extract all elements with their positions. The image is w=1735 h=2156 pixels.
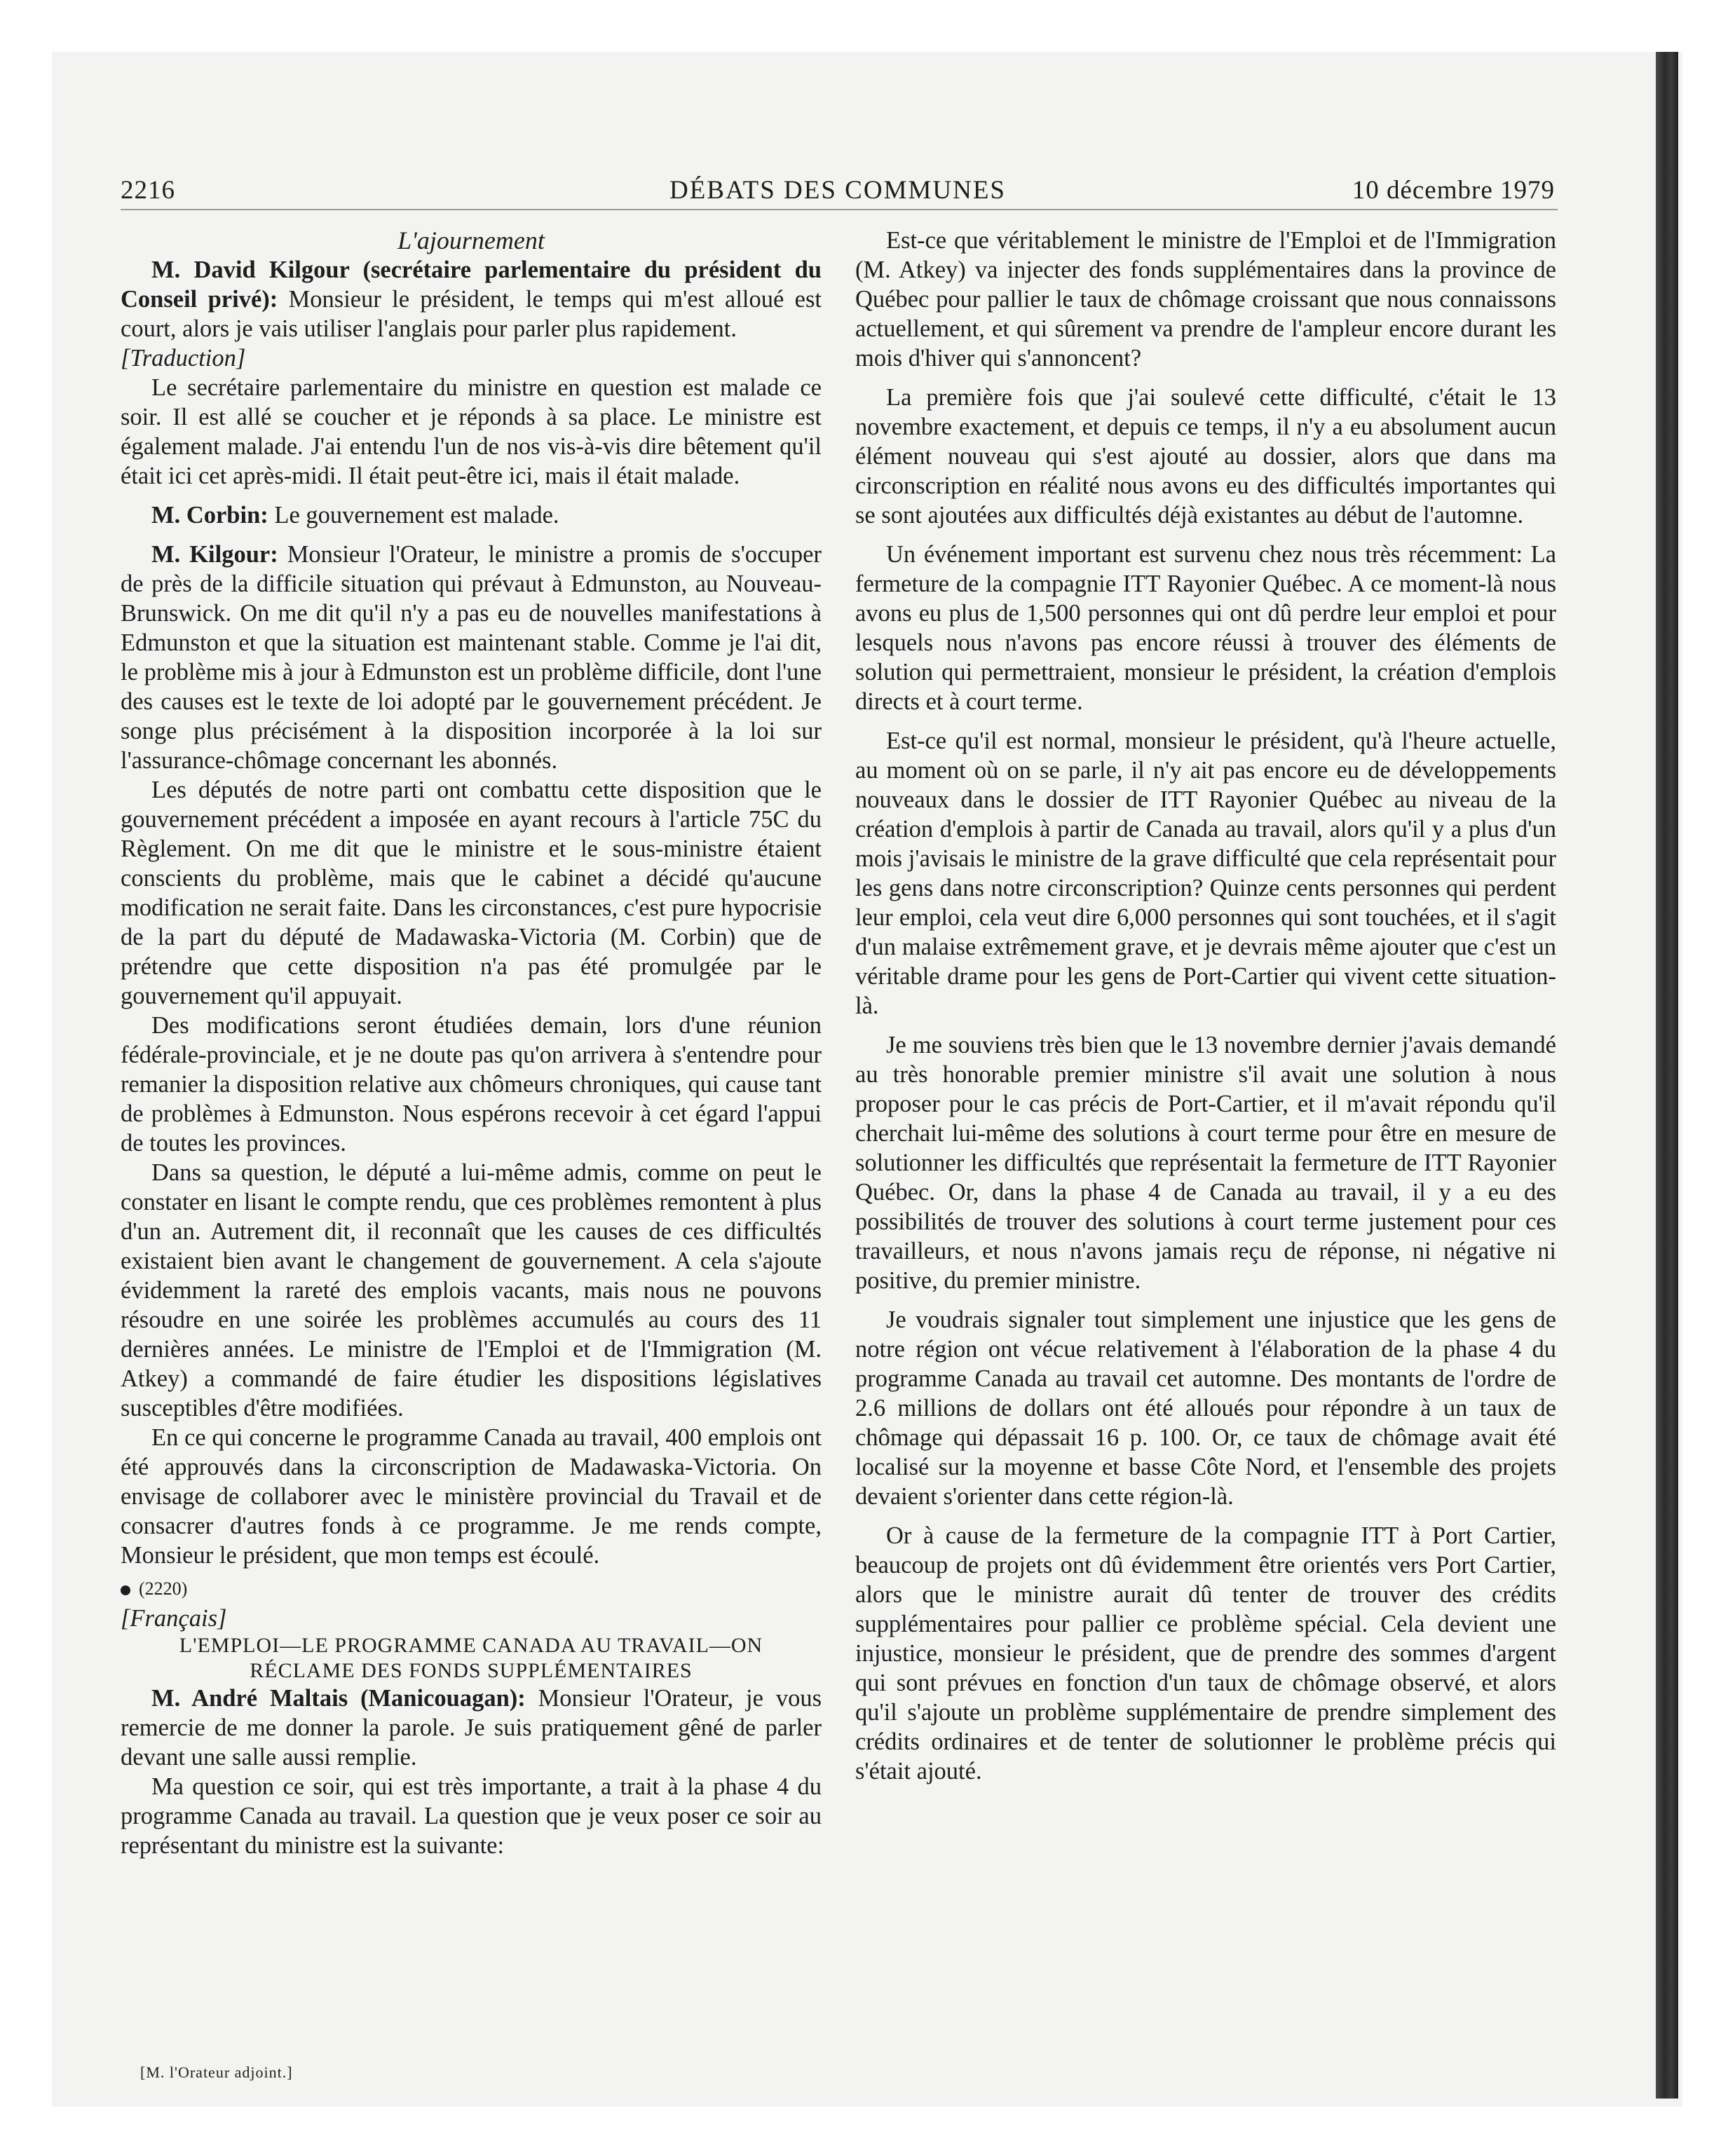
publication-title: DÉBATS DES COMMUNES xyxy=(669,176,1006,205)
speech-text: Le gouvernement est malade. xyxy=(268,502,559,528)
header-date: 10 décembre 1979 xyxy=(1352,176,1555,205)
left-column xyxy=(121,226,822,1860)
paragraph: Je voudrais signaler tout simplement une injustice que les gens de notre région ont vécue relativement à l'élaboration de la phase 4 du programme Canada au travail cet automne. Des montants de l'ordre de 2.6 millions de dollars ont été alloués pour répondre à un taux de chômage qui dépassait 16 p. 100. Or, ce taux de chômage avait été localisé sur la moyenne et basse Côte Nord, et l'ensemble des projets devaient s'orienter dans cette région-là. xyxy=(855,1306,1556,1510)
footnote: [M. l'Orateur adjoint.] xyxy=(140,2063,293,2081)
paragraph: Dans sa question, le député a lui-même admis, comme on peut le constater en lisant le compte rendu, que ces problèmes remontent à plus d'un an. Autrement dit, il reconnaît que les causes de ces difficultés existaient bien avant le changement de gouvernement. A cela s'ajoute évidemment la rareté des emplois vacants, mais nous ne pouvons résoudre en une soirée les problèmes accumulés au cours des 11 dernières années. Le ministre de l'Emploi et de l'Immigration (M. Atkey) a commandé de faire étudier les dispositions législatives susceptibles d'être modifiées. xyxy=(121,1159,822,1421)
debate-heading-line-1: L'EMPLOI—LE PROGRAMME CANADA AU TRAVAIL—ON xyxy=(179,1634,763,1657)
speaker-name: M. André Maltais (Manicouagan): xyxy=(151,1685,526,1712)
paragraph: Ma question ce soir, qui est très importante, a trait à la phase 4 du programme Canada au travail. La question que je veux poser ce soir au représentant du ministre est la suivante: xyxy=(121,1773,822,1859)
paragraph: En ce qui concerne le programme Canada au travail, 400 emplois ont été approuvés dans la circonscription de Madawaska-Victoria. On envisage de collaborer avec le ministère provincial du Travail et de consacrer d'autres fonds à ce programme. Je me rends compte, Monsieur le président, que mon temps est écoulé. xyxy=(121,1424,822,1569)
paragraph xyxy=(121,540,822,775)
running-header xyxy=(121,175,1555,210)
paragraph: Un événement important est survenu chez nous très récemment: La fermeture de la compagnie ITT Rayonier Québec. A ce moment-là nous avons eu plus de 1,500 personnes qui ont dû perdre leur emploi et pour lesquels nous n'avons pas encore réussi à trouver des éléments de solution qui permettraient, monsieur le président, la création d'emplois directs et à court terme. xyxy=(855,541,1556,715)
speaker-name: M. David Kilgour (secrétaire parlementaire du président du Conseil privé): xyxy=(121,257,822,313)
language-marker: [Traduction] xyxy=(121,345,246,371)
timestamp-text: (2220) xyxy=(139,1578,188,1599)
page-number: 2216 xyxy=(121,176,175,205)
speaker-name: M. Kilgour: xyxy=(151,541,278,568)
timestamp xyxy=(121,1574,822,1604)
paragraph xyxy=(121,500,822,530)
speech-text: Monsieur l'Orateur, je vous remercie de me donner la parole. Je suis pratiquement gêné de parler devant une salle aussi remplie. xyxy=(121,1685,822,1770)
speaker-name: M. Corbin: xyxy=(151,502,268,528)
paragraph: Est-ce qu'il est normal, monsieur le président, qu'à l'heure actuelle, au moment où on se parle, il n'y ait pas encore eu de développements nouveaux dans le dossier de ITT Rayonier Québec au niveau de la création d'emplois à partir de Canada au travail, alors qu'il y a plus d'un mois j'avisais le ministre de la grave difficulté que cela représentait pour les gens dans notre circonscription? Quinze cents personnes qui perdent leur emploi, cela veut dire 6,000 personnes qui sont touchées, et il s'agit d'un malaise extrêmement grave, et je devrais même ajouter que c'est un véritable drame pour les gens de Port-Cartier qui vivent cette situation-là. xyxy=(855,728,1556,1019)
paragraph: Des modifications seront étudiées demain, lors d'une réunion fédérale-provinciale, et je ne doute pas qu'on arrivera à s'entendre pour remanier la disposition relative aux chômeurs chroniques, qui cause tant de problèmes à Edmunston. Nous espérons recevoir à cet égard l'appui de toutes les provinces. xyxy=(121,1012,822,1157)
header-rule xyxy=(121,209,1558,210)
paragraph: Les députés de notre parti ont combattu cette disposition que le gouvernement précédent a imposée en ayant recours à l'article 75C du Règlement. On me dit que le ministre et le sous-ministre étaient conscients du problème, mais que le cabinet a décidé qu'aucune modification ne serait faite. Dans les circonstances, c'est pure hypocrisie de la part du député de Madawaska-Victoria (M. Corbin) que de prétendre que cette disposition n'a pas été promulgée par le gouvernement qu'il appuyait. xyxy=(121,777,822,1009)
language-marker: [Français] xyxy=(121,1605,227,1632)
section-title: L'ajournement xyxy=(397,226,545,254)
debate-heading-line-2: RÉCLAME DES FONDS SUPPLÉMENTAIRES xyxy=(250,1659,693,1682)
paragraph: Le secrétaire parlementaire du ministre en question est malade ce soir. Il est allé se coucher et je réponds à sa place. Le ministre est également malade. J'ai entendu l'un de nos vis-à-vis dire bêtement qu'il était ici cet après-midi. Il était peut-être ici, mais il était malade. xyxy=(121,374,822,489)
speech-text: Monsieur le président, le temps qui m'est alloué est court, alors je vais utiliser l'anglais pour parler plus rapidement. xyxy=(121,286,822,342)
paragraph: La première fois que j'ai soulevé cette difficulté, c'était le 13 novembre exactement, et depuis ce temps, il n'y a eu absolument aucun élément nouveau qui s'est ajouté au dossier, alors que dans ma circonscription en réalité nous avons eu des difficultés importantes qui se sont ajoutées aux difficultés déjà existantes au début de l'automne. xyxy=(855,384,1556,528)
bullet-icon xyxy=(121,1585,130,1595)
paragraph: Or à cause de la fermeture de la compagnie ITT à Port Cartier, beaucoup de projets ont dû évidemment être orientés vers Port Cartier, alors que le ministre aurait dû tenter de trouver des crédits supplémentaires pour pallier ce problème spécial. Cela devient une injustice, monsieur le président, que de prendre des sommes d'argent qui sont prévues en fonction d'un taux de chômage observé, et alors qu'il s'ajoute un problème supplémentaire de prendre simplement des crédits ordinaires et de tenter de solutionner le problème précis qui s'était ajouté. xyxy=(855,1522,1556,1785)
book-spine-edge xyxy=(1656,52,1678,2099)
speech-text: Monsieur l'Orateur, le ministre a promis de s'occuper de près de la difficile situation qui prévaut à Edmunston, au Nouveau-Brunswick. On me dit qu'il n'y a pas eu de nouvelles manifestations à Edmunston et que la situation est maintenant stable. Comme je l'ai dit, le problème mis à jour à Edmunston est un problème difficile, dont l'une des causes est le texte de loi adopté par le gouvernement précédent. Je songe plus précisément à la disposition incorporée à la loi sur l'assurance-chômage concernant les abonnés. xyxy=(121,541,822,774)
paragraph: Je me souviens très bien que le 13 novembre dernier j'avais demandé au très honorable premier ministre s'il avait une solution à nous proposer pour le cas précis de Port-Cartier, et il m'avait répondu qu'il cherchait lui-même des solutions à court terme pour être en mesure de solutionner les difficultés que représentait la fermeture de ITT Rayonier Québec. Or, dans la phase 4 de Canada au travail, il y a eu des possibilités de trouver des solutions à court terme justement pour ces travailleurs, et nous n'avons jamais reçu de réponse, ni négative ni positive, du premier ministre. xyxy=(855,1032,1556,1294)
right-column xyxy=(855,226,1556,1786)
paragraph xyxy=(121,255,822,343)
paragraph xyxy=(121,1684,822,1772)
paragraph: Est-ce que véritablement le ministre de l'Emploi et de l'Immigration (M. Atkey) va injecter des fonds supplémentaires dans la province de Québec pour pallier le taux de chômage croissant que nous connaissons actuellement, et qui sûrement va prendre de l'ampleur encore durant les mois d'hiver qui s'annoncent? xyxy=(855,227,1556,371)
